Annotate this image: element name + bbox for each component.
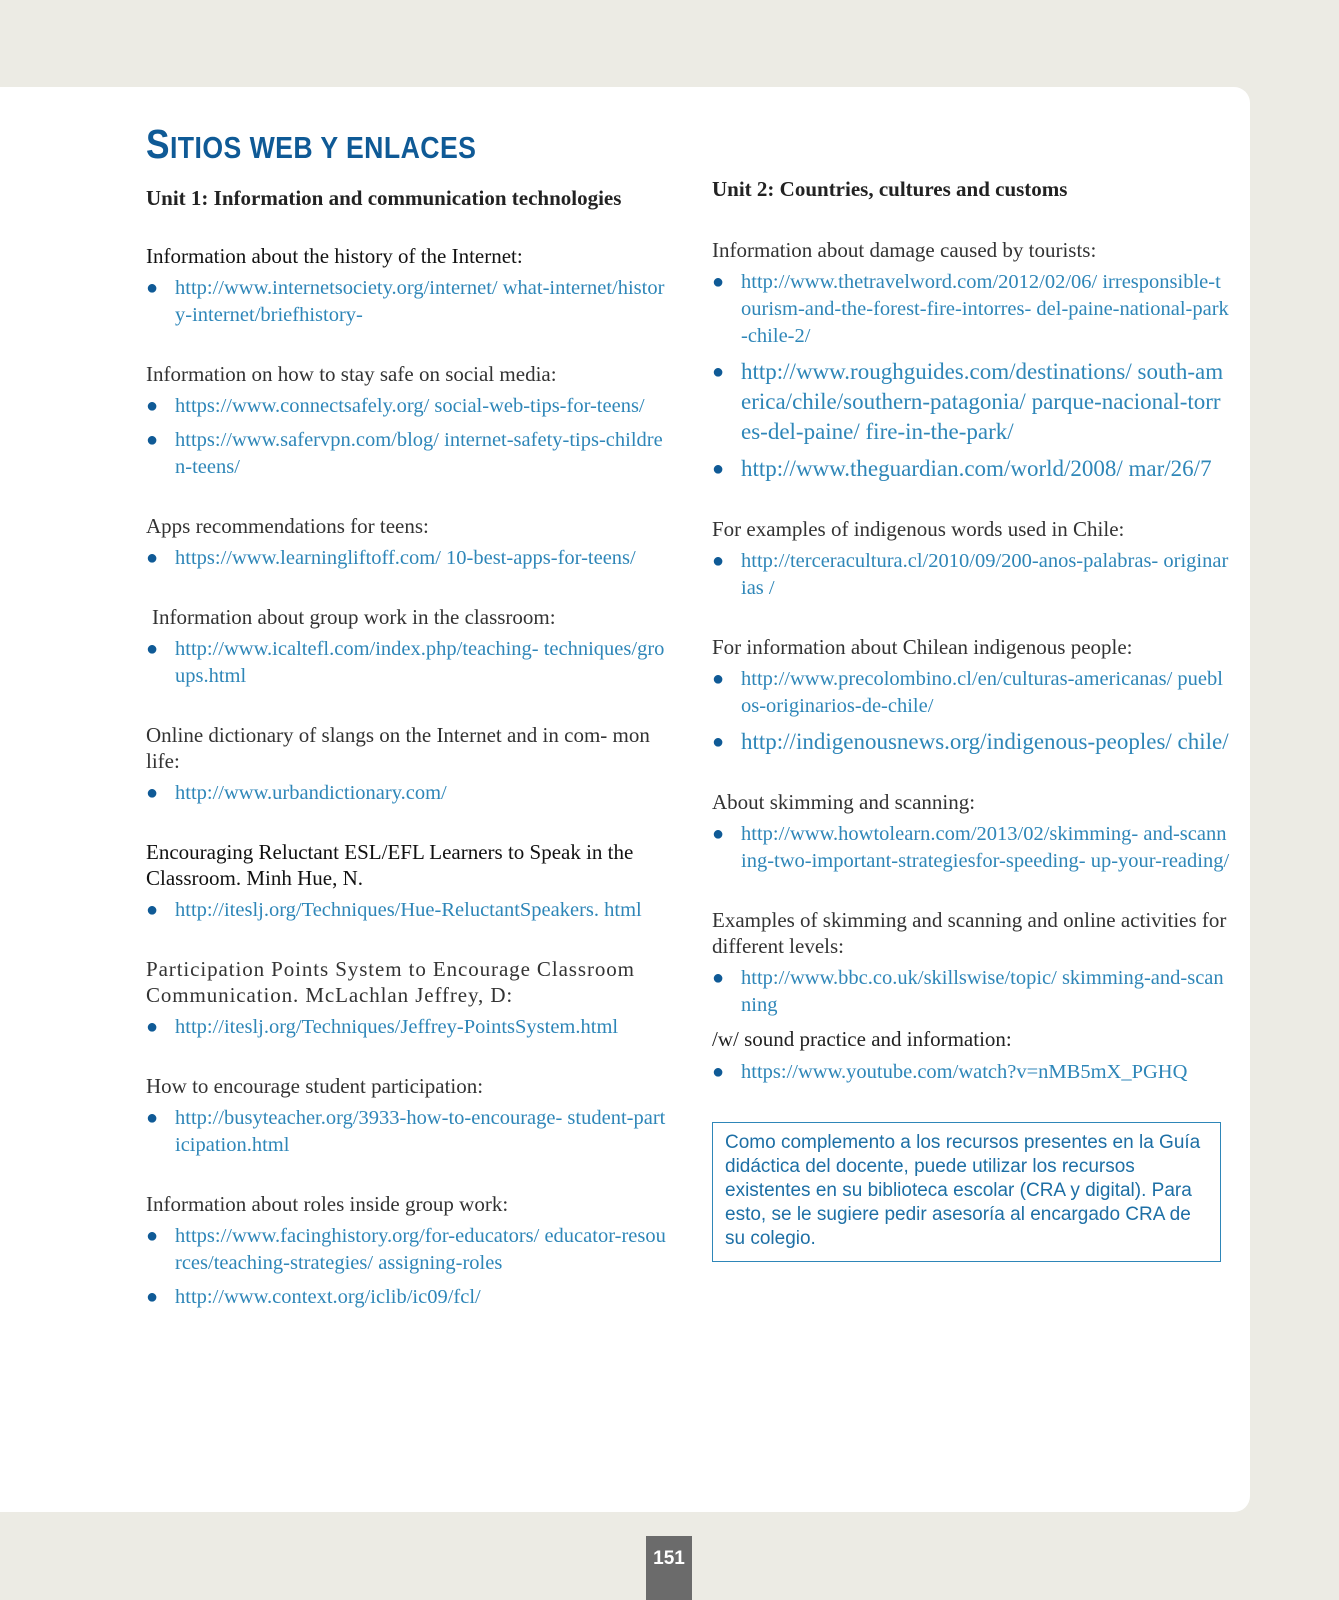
link-list <box>712 1059 1230 1086</box>
link-list <box>146 1223 666 1311</box>
link-item <box>712 821 1230 875</box>
section-student-participation <box>146 1073 666 1159</box>
section-indigenous-people <box>712 634 1230 757</box>
page-title <box>146 122 476 170</box>
section-title: Information about the history of the Internet: <box>146 244 523 268</box>
section-internet-history <box>146 243 666 329</box>
unit-2-heading: Unit 2: Countries, cultures and customs <box>712 177 1068 201</box>
link-list <box>712 821 1230 875</box>
link[interactable]: https://www.connectsafely.org/ social-web-tips-for-teens/ <box>175 395 645 417</box>
link[interactable]: http://terceracultura.cl/2010/09/200-anos-palabras- originarias / <box>741 550 1229 599</box>
link-item <box>146 636 666 690</box>
bullet-icon: ● <box>146 395 159 417</box>
bullet-icon: ● <box>712 967 725 989</box>
link-item <box>712 666 1230 720</box>
link[interactable]: https://www.learningliftoff.com/ 10-best-apps-for-teens/ <box>175 547 636 569</box>
link[interactable]: http://www.context.org/iclib/ic09/fcl/ <box>175 1286 481 1308</box>
page-title-rest: ITIOS WEB Y ENLACES <box>169 130 477 165</box>
link-item <box>712 357 1230 447</box>
section-title: About skimming and scanning: <box>712 790 976 814</box>
info-box: Como complemento a los recursos presentes en la Guía didáctica del docente, puede utilizar los recursos existentes en su biblioteca escolar (CRA y digital). Para esto, se le sugiere pedir asesoría al encargado CRA de su colegio. <box>712 1122 1221 1262</box>
section-skimming-activities <box>712 907 1230 1019</box>
link-item <box>712 727 1230 757</box>
bullet-icon: ● <box>712 823 725 845</box>
link[interactable]: http://iteslj.org/Techniques/Hue-ReluctantSpeakers. html <box>175 899 642 921</box>
link[interactable]: http://www.theguardian.com/world/2008/ mar/26/7 <box>741 456 1212 481</box>
bullet-icon: ● <box>146 638 159 660</box>
link-item <box>712 454 1230 484</box>
link-item <box>146 393 666 420</box>
section-group-roles <box>146 1191 666 1311</box>
link[interactable]: http://busyteacher.org/3933-how-to-encourage- student-participation.html <box>175 1107 666 1156</box>
link-list <box>146 897 666 924</box>
bullet-icon: ● <box>712 731 725 753</box>
section-indigenous-words <box>712 516 1230 602</box>
sound-note: /w/ sound practice and information: <box>712 1027 1012 1051</box>
link[interactable]: http://www.bbc.co.uk/skillswise/topic/ skimming-and-scanning <box>741 967 1224 1016</box>
bullet-icon: ● <box>146 1225 159 1247</box>
link[interactable]: http://www.precolombino.cl/en/culturas-americanas/ pueblos-originarios-de-chile/ <box>741 668 1223 717</box>
bullet-icon: ● <box>712 550 725 572</box>
link-item <box>146 427 666 481</box>
link-item <box>146 897 666 924</box>
bullet-icon: ● <box>146 429 159 451</box>
link[interactable]: http://www.urbandictionary.com/ <box>175 782 447 804</box>
link-list <box>146 780 666 807</box>
link-item <box>146 1223 666 1277</box>
section-slang-dictionary <box>146 722 666 807</box>
section-title: Information about damage caused by tourists: <box>712 238 1097 262</box>
link-item <box>712 1059 1230 1086</box>
section-apps-for-teens <box>146 513 666 572</box>
section-title: How to encourage student participation: <box>146 1074 484 1098</box>
section-group-work <box>146 604 666 690</box>
link-item <box>146 545 666 572</box>
bullet-icon: ● <box>712 1061 725 1083</box>
link-list <box>712 269 1230 484</box>
bullet-icon: ● <box>712 668 725 690</box>
bullet-icon: ● <box>146 277 159 299</box>
section-title: For information about Chilean indigenous people: <box>712 635 1133 659</box>
link-list <box>146 393 666 481</box>
link[interactable]: http://indigenousnews.org/indigenous-peoples/ chile/ <box>741 729 1229 754</box>
link-list <box>712 965 1230 1019</box>
right-column <box>712 175 1230 1262</box>
bullet-icon: ● <box>712 361 725 383</box>
bullet-icon: ● <box>146 1016 159 1038</box>
link-item <box>712 269 1230 350</box>
section-title: For examples of indigenous words used in Chile: <box>712 517 1125 541</box>
link[interactable]: https://www.safervpn.com/blog/ internet-safety-tips-children-teens/ <box>175 429 663 478</box>
link-item <box>712 965 1230 1019</box>
section-title: Apps recommendations for teens: <box>146 514 429 538</box>
link[interactable]: http://www.icaltefl.com/index.php/teaching- techniques/groups.html <box>175 638 665 687</box>
link-list <box>146 1014 666 1041</box>
link-list <box>712 548 1230 602</box>
bullet-icon: ● <box>146 1107 159 1129</box>
link-list <box>712 666 1230 757</box>
youtube-link[interactable]: https://www.youtube.com/watch?v=nMB5mX_PGHQ <box>741 1061 1188 1083</box>
section-skimming-scanning <box>712 789 1230 875</box>
link[interactable]: http://www.howtolearn.com/2013/02/skimming- and-scanning-two-important-strategiesfor-speeding- up-your-reading/ <box>741 823 1230 872</box>
link-list <box>146 545 666 572</box>
link-item <box>146 1284 666 1311</box>
link[interactable]: https://www.facinghistory.org/for-educators/ educator-resources/teaching-strategies/ assigning-roles <box>175 1225 666 1274</box>
unit-1-heading: Unit 1: Information and communication technologies <box>146 186 622 210</box>
link-list <box>146 1105 666 1159</box>
bullet-icon: ● <box>712 458 725 480</box>
section-title: Online dictionary of slangs on the Internet and in com- mon life: <box>146 723 650 773</box>
section-title: Information on how to stay safe on social media: <box>146 362 557 386</box>
link-list <box>146 275 666 329</box>
section-title: Information about roles inside group work: <box>146 1192 509 1216</box>
link-item <box>712 548 1230 602</box>
bullet-icon: ● <box>146 1286 159 1308</box>
page-title-initial: S <box>146 121 170 167</box>
link-list <box>146 636 666 690</box>
bullet-icon: ● <box>712 271 725 293</box>
section-points-system <box>146 956 666 1041</box>
link[interactable]: http://www.thetravelword.com/2012/02/06/ irresponsible-tourism-and-the-forest-fire-intorres- del-paine-national-park-chile-2/ <box>741 271 1229 347</box>
bullet-icon: ● <box>146 782 159 804</box>
page-number: 151 <box>646 1536 692 1600</box>
link-item <box>146 780 666 807</box>
link-item <box>146 1014 666 1041</box>
link-item <box>146 1105 666 1159</box>
section-title: Encouraging Reluctant ESL/EFL Learners to Speak in the Classroom. Minh Hue, N. <box>146 840 634 890</box>
section-tourist-damage <box>712 237 1230 484</box>
link-item <box>146 275 666 329</box>
link[interactable]: http://www.roughguides.com/destinations/ south-america/chile/southern-patagonia/ parque-nacional-torres-del-paine/ fire-in-the-park/ <box>741 359 1224 444</box>
section-title: Examples of skimming and scanning and online activities for different levels: <box>712 908 1227 958</box>
section-social-media-safety <box>146 361 666 481</box>
link[interactable]: http://iteslj.org/Techniques/Jeffrey-PointsSystem.html <box>175 1016 619 1038</box>
link[interactable]: http://www.internetsociety.org/internet/ what-internet/history-internet/briefhistory- <box>175 277 665 326</box>
section-reluctant-learners <box>146 839 666 924</box>
section-title: Information about group work in the classroom: <box>152 605 556 629</box>
section-title: Participation Points System to Encourage Classroom Communication. McLachlan Jeffrey, D: <box>146 957 635 1007</box>
left-column <box>146 184 666 1343</box>
bullet-icon: ● <box>146 899 159 921</box>
bullet-icon: ● <box>146 547 159 569</box>
